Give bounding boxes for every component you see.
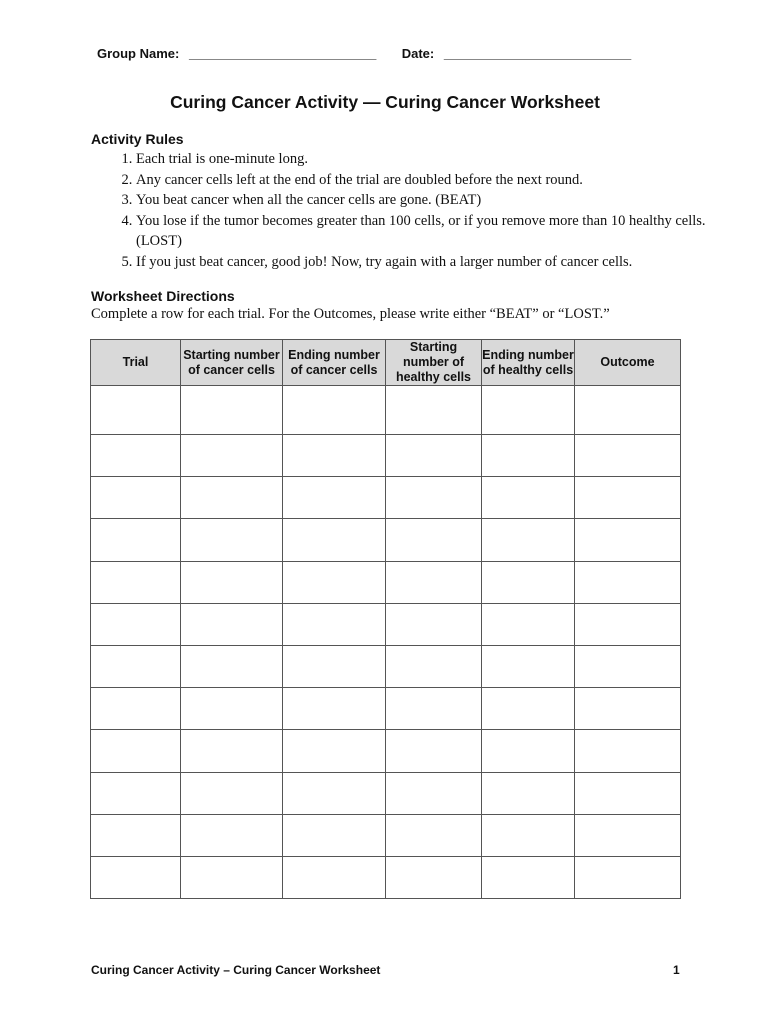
table-cell[interactable] xyxy=(482,856,575,898)
table-row xyxy=(91,477,681,519)
table-cell[interactable] xyxy=(575,814,681,856)
table-cell[interactable] xyxy=(482,386,575,435)
table-cell[interactable] xyxy=(482,688,575,730)
date-label: Date: xyxy=(401,46,435,61)
table-cell[interactable] xyxy=(181,688,283,730)
table-cell[interactable] xyxy=(386,386,482,435)
page-number: 1 xyxy=(673,963,680,977)
table-cell[interactable] xyxy=(283,688,386,730)
table-row xyxy=(91,772,681,814)
table-row xyxy=(91,730,681,772)
table-cell[interactable] xyxy=(91,477,181,519)
table-cell[interactable] xyxy=(283,603,386,645)
table-row xyxy=(91,814,681,856)
worksheet-table xyxy=(90,339,681,899)
column-header-outcome: Outcome xyxy=(575,340,681,386)
table-cell[interactable] xyxy=(386,814,482,856)
table-cell[interactable] xyxy=(386,645,482,687)
table-cell[interactable] xyxy=(181,730,283,772)
table-cell[interactable] xyxy=(91,386,181,435)
worksheet-directions-text: Complete a row for each trial. For the Outcomes, please write either “BEAT” or “LOST.” xyxy=(91,306,610,322)
page-title: Curing Cancer Activity — Curing Cancer Worksheet xyxy=(170,92,600,112)
header-line xyxy=(97,46,631,61)
table-cell[interactable] xyxy=(181,603,283,645)
table-cell[interactable] xyxy=(91,814,181,856)
table-cell[interactable] xyxy=(482,603,575,645)
table-cell[interactable] xyxy=(283,814,386,856)
table-row xyxy=(91,561,681,603)
table-cell[interactable] xyxy=(91,561,181,603)
table-cell[interactable] xyxy=(575,386,681,435)
table-cell[interactable] xyxy=(482,772,575,814)
column-header-ending-healthy: Ending number of healthy cells xyxy=(482,340,575,386)
table-cell[interactable] xyxy=(283,645,386,687)
column-header-trial: Trial xyxy=(91,340,181,386)
table-row xyxy=(91,519,681,561)
activity-rules-list xyxy=(91,149,716,272)
table-cell[interactable] xyxy=(181,814,283,856)
table-cell[interactable] xyxy=(91,603,181,645)
rule-item: 3. You beat cancer when all the cancer cells are gone. (BEAT) xyxy=(136,190,716,211)
table-cell[interactable] xyxy=(283,730,386,772)
table-cell[interactable] xyxy=(283,856,386,898)
table-cell[interactable] xyxy=(482,814,575,856)
table-cell[interactable] xyxy=(482,477,575,519)
table-cell[interactable] xyxy=(482,561,575,603)
rule-item: 2. Any cancer cells left at the end of the trial are doubled before the next round. xyxy=(136,170,716,191)
table-cell[interactable] xyxy=(575,519,681,561)
table-cell[interactable] xyxy=(575,772,681,814)
table-cell[interactable] xyxy=(181,772,283,814)
table-cell[interactable] xyxy=(386,561,482,603)
table-cell[interactable] xyxy=(91,435,181,477)
table-cell[interactable] xyxy=(91,519,181,561)
table-header-row xyxy=(91,340,681,386)
table-cell[interactable] xyxy=(181,856,283,898)
table-cell[interactable] xyxy=(575,856,681,898)
column-header-starting-healthy: Starting number of healthy cells xyxy=(386,340,482,386)
table-cell[interactable] xyxy=(575,688,681,730)
table-row xyxy=(91,645,681,687)
table-row xyxy=(91,603,681,645)
table-cell[interactable] xyxy=(575,561,681,603)
table-cell[interactable] xyxy=(91,730,181,772)
worksheet-directions-heading: Worksheet Directions xyxy=(91,288,235,304)
table-cell[interactable] xyxy=(575,477,681,519)
table-cell[interactable] xyxy=(386,477,482,519)
table-body xyxy=(91,386,681,899)
table-cell[interactable] xyxy=(283,386,386,435)
table-cell[interactable] xyxy=(575,645,681,687)
footer-title: Curing Cancer Activity – Curing Cancer Worksheet xyxy=(91,963,381,977)
table-cell[interactable] xyxy=(575,730,681,772)
table-row xyxy=(91,688,681,730)
table-cell[interactable] xyxy=(181,561,283,603)
table-cell[interactable] xyxy=(386,688,482,730)
group-name-label: Group Name: xyxy=(97,46,180,61)
table-cell[interactable] xyxy=(386,730,482,772)
table-cell[interactable] xyxy=(386,772,482,814)
table-cell[interactable] xyxy=(181,519,283,561)
date-blank[interactable]: ___________________________ xyxy=(443,46,631,61)
table-cell[interactable] xyxy=(283,477,386,519)
rule-item: 4. You lose if the tumor becomes greater than 100 cells, or if you remove more than 10 healthy cells. (LOST) xyxy=(136,211,716,252)
table-cell[interactable] xyxy=(91,856,181,898)
table-cell[interactable] xyxy=(91,772,181,814)
table-cell[interactable] xyxy=(386,603,482,645)
table-cell[interactable] xyxy=(283,772,386,814)
table-cell[interactable] xyxy=(181,386,283,435)
rule-item: 1. Each trial is one-minute long. xyxy=(136,149,716,170)
rule-item: 5. If you just beat cancer, good job! Now, try again with a larger number of cancer cells. xyxy=(136,252,716,273)
table-cell[interactable] xyxy=(482,435,575,477)
table-cell[interactable] xyxy=(386,519,482,561)
table-row xyxy=(91,435,681,477)
table-cell[interactable] xyxy=(91,688,181,730)
activity-rules-heading: Activity Rules xyxy=(91,131,184,147)
table-cell[interactable] xyxy=(575,603,681,645)
table-cell[interactable] xyxy=(181,435,283,477)
table-cell[interactable] xyxy=(283,435,386,477)
table-cell[interactable] xyxy=(283,561,386,603)
table-cell[interactable] xyxy=(386,435,482,477)
table-cell[interactable] xyxy=(181,645,283,687)
table-cell[interactable] xyxy=(283,519,386,561)
table-cell[interactable] xyxy=(482,519,575,561)
table-cell[interactable] xyxy=(91,645,181,687)
table-cell[interactable] xyxy=(181,477,283,519)
column-header-starting-cancer: Starting number of cancer cells xyxy=(181,340,283,386)
column-header-ending-cancer: Ending number of cancer cells xyxy=(283,340,386,386)
table-row xyxy=(91,386,681,435)
group-name-blank[interactable]: ___________________________ xyxy=(188,46,377,61)
table-cell[interactable] xyxy=(482,730,575,772)
table-cell[interactable] xyxy=(482,645,575,687)
table-cell[interactable] xyxy=(575,435,681,477)
table-cell[interactable] xyxy=(386,856,482,898)
table-row xyxy=(91,856,681,898)
